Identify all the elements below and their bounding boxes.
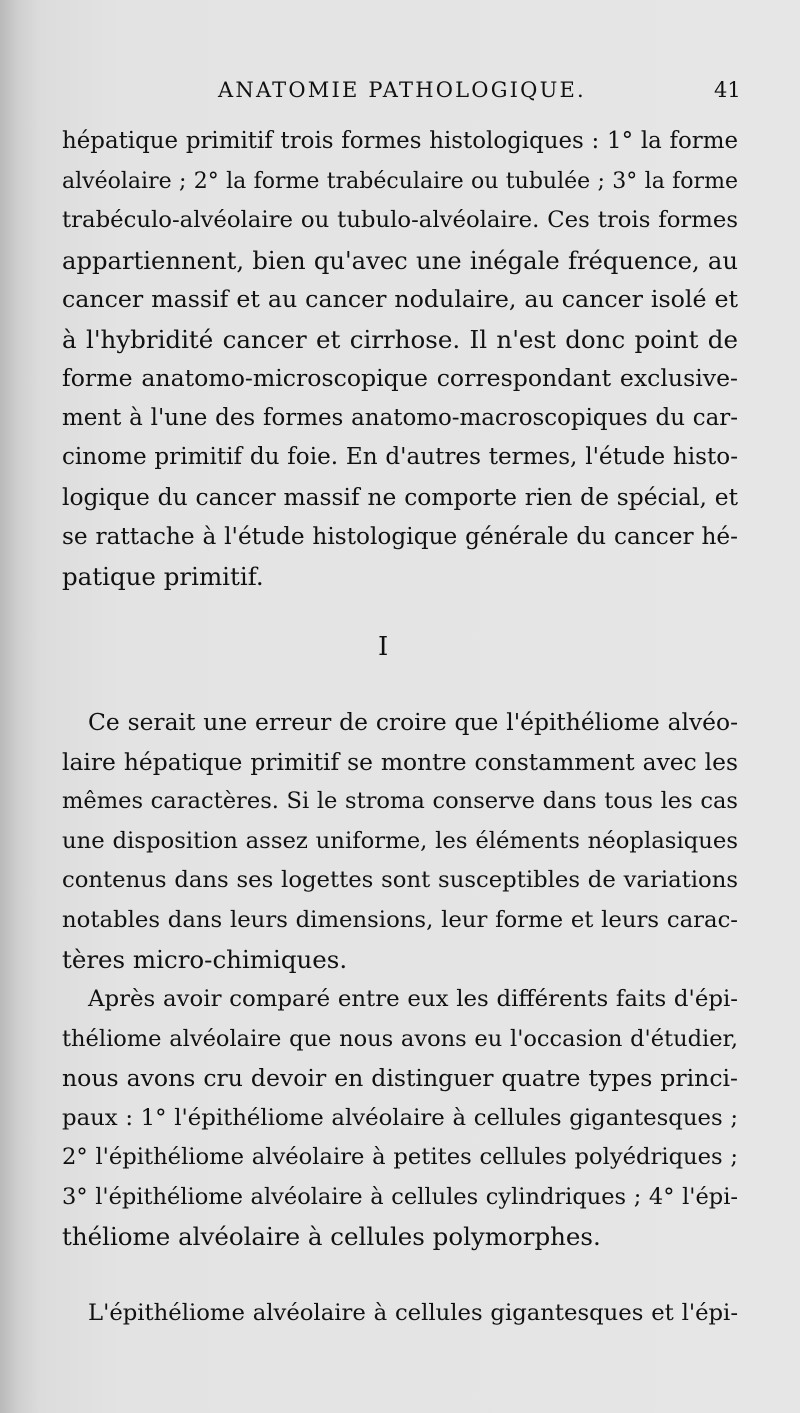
- text-line: L'épithéliome alvéolaire à cellules gigantesques et l'épi-: [88, 1300, 738, 1326]
- text-line: cinome primitif du foie. En d'autres termes, l'étude histo-: [62, 444, 738, 470]
- running-head-title: ANATOMIE PATHOLOGIQUE.: [218, 78, 586, 102]
- text-line: ment à l'une des formes anatomo-macroscopiques du car-: [62, 404, 738, 431]
- text-line: se rattache à l'étude histologique générale du cancer hé-: [62, 523, 738, 550]
- text-line: tères micro-chimiques.: [62, 945, 348, 974]
- paragraph-1: [62, 122, 738, 596]
- text-line: alvéolaire ; 2° la forme trabéculaire ou tubulée ; 3° la forme: [62, 168, 738, 194]
- text-line: une disposition assez uniforme, les éléments néoplasiques: [62, 827, 738, 854]
- text-line: notables dans leurs dimensions, leur forme et leurs carac-: [62, 906, 738, 933]
- text-line: paux : 1° l'épithéliome alvéolaire à cellules gigantesques ;: [62, 1104, 738, 1131]
- section-numeral: I: [378, 632, 389, 662]
- text-line: cancer massif et au cancer nodulaire, au cancer isolé et: [62, 285, 738, 313]
- paragraph-3: [62, 980, 738, 1257]
- text-line: laire hépatique primitif se montre constamment avec les: [62, 747, 738, 776]
- text-line: nous avons cru devoir en distinguer quatre types princi-: [62, 1064, 738, 1092]
- text-line: mêmes caractères. Si le stroma conserve dans tous les cas: [62, 788, 738, 814]
- text-line: 3° l'épithéliome alvéolaire à cellules cylindriques ; 4° l'épi-: [62, 1183, 738, 1210]
- text-line: forme anatomo-microscopique correspondant exclusive-: [62, 364, 738, 392]
- text-line: patique primitif.: [62, 561, 264, 591]
- text-line: théliome alvéolaire à cellules polymorphes.: [62, 1222, 601, 1251]
- page-number: 41: [714, 78, 741, 102]
- text-line: à l'hybridité cancer et cirrhose. Il n'est donc point de: [62, 324, 738, 354]
- text-line: 2° l'épithéliome alvéolaire à petites cellules polyédriques ;: [62, 1144, 738, 1170]
- running-head: [0, 78, 800, 108]
- paragraph-4: [62, 1294, 738, 1334]
- text-line: contenus dans ses logettes sont susceptibles de variations: [62, 867, 738, 893]
- text-line: Après avoir comparé entre eux les différents faits d'épi-: [88, 986, 738, 1012]
- text-line: trabéculo-alvéolaire ou tubulo-alvéolaire. Ces trois formes: [62, 207, 738, 233]
- text-line: Ce serait une erreur de croire que l'épithéliome alvéo-: [88, 708, 738, 736]
- text-line: appartiennent, bien qu'avec une inégale fréquence, au: [62, 245, 738, 275]
- text-line: hépatique primitif trois formes histologiques : 1° la forme: [62, 128, 738, 154]
- paragraph-2: [62, 703, 738, 980]
- text-line: logique du cancer massif ne comporte rien de spécial, et: [62, 482, 738, 511]
- text-line: théliome alvéolaire que nous avons eu l'occasion d'étudier,: [62, 1025, 738, 1052]
